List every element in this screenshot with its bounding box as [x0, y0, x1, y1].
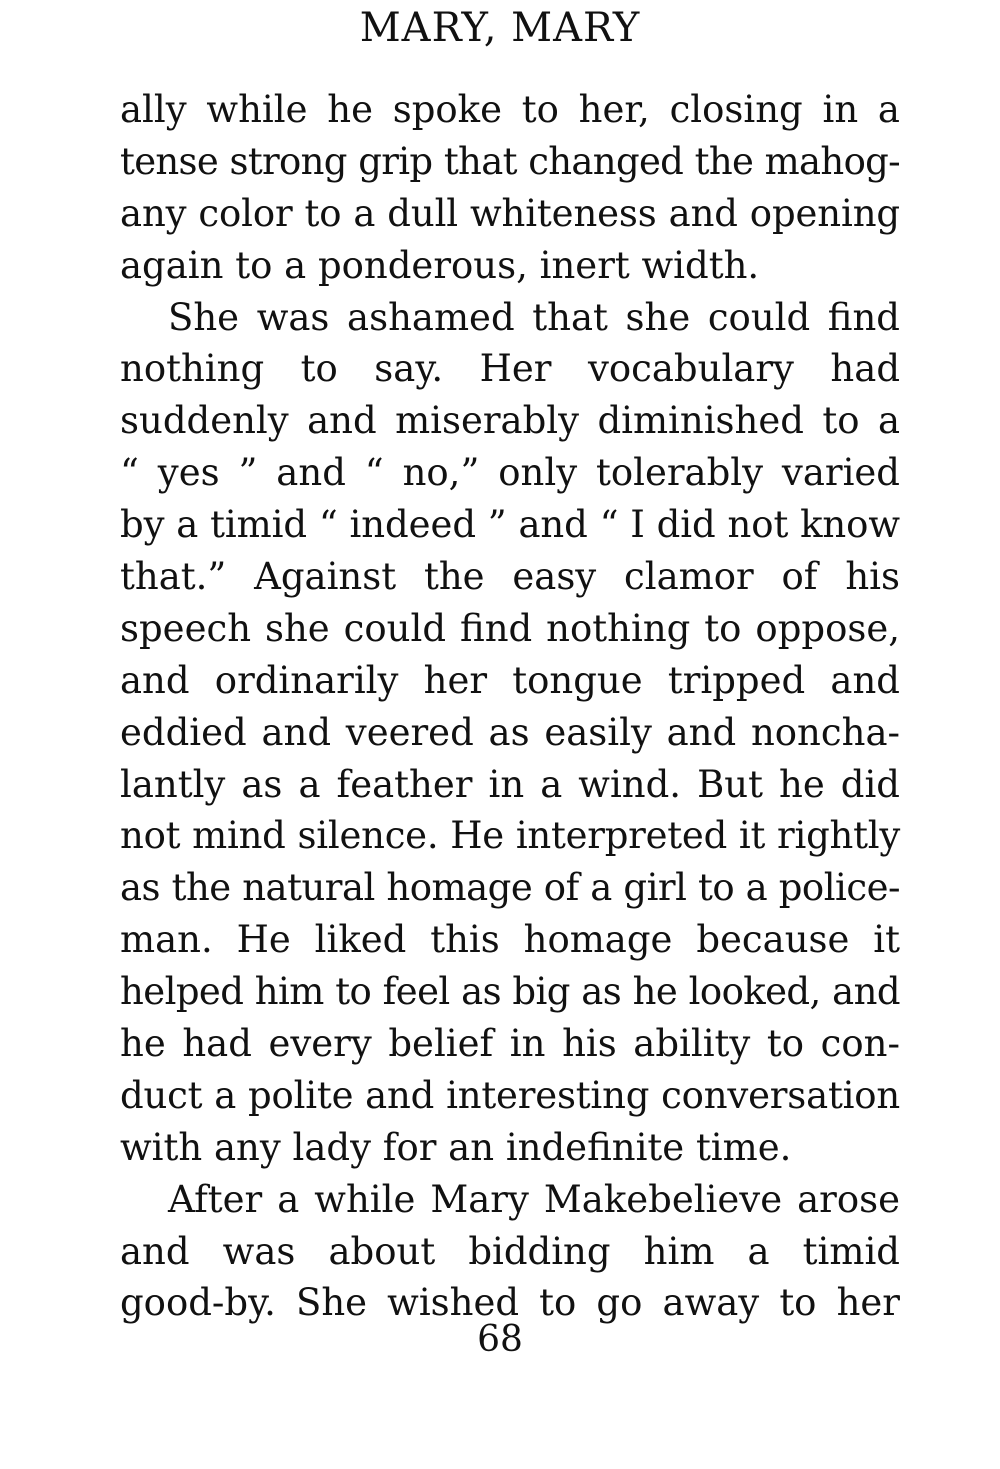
text-line: again to a ponderous, inert width.: [120, 243, 760, 287]
page-number: 68: [477, 1319, 523, 1360]
text-line: She was ashamed that she could find: [168, 295, 900, 339]
text-line: lantly as a feather in a wind. But he did: [120, 762, 900, 806]
body-text: [120, 84, 900, 1329]
text-line: man. He liked this homage because it: [120, 918, 900, 962]
text-line: After a while Mary Makebelieve arose: [168, 1177, 900, 1221]
text-line: that.” Against the easy clamor of his: [120, 555, 900, 599]
text-line: and was about bidding him a timid: [120, 1229, 900, 1273]
text-line: any color to a dull whiteness and opening: [120, 191, 900, 235]
text-line: with any lady for an indefinite time.: [120, 1125, 792, 1169]
text-line: he had every belief in his ability to con-: [120, 1022, 900, 1066]
running-head: MARY, MARY: [359, 5, 641, 51]
text-line: by a timid “ indeed ” and “ I did not know: [120, 503, 900, 547]
text-line: speech she could find nothing to oppose,: [120, 606, 900, 650]
text-line: good-by. She wished to go away to her: [120, 1281, 900, 1325]
text-line: “ yes ” and “ no,” only tolerably varied: [120, 451, 900, 495]
text-line: tense strong grip that changed the mahog-: [120, 139, 900, 183]
text-line: not mind silence. He interpreted it rightly: [120, 814, 900, 858]
text-line: nothing to say. Her vocabulary had: [120, 347, 900, 391]
text-line: helped him to feel as big as he looked, and: [120, 970, 900, 1014]
text-line: as the natural homage of a girl to a police-: [120, 866, 900, 910]
text-line: and ordinarily her tongue tripped and: [120, 658, 900, 702]
text-line: ally while he spoke to her, closing in a: [120, 88, 900, 131]
text-line: eddied and veered as easily and noncha-: [120, 710, 900, 754]
text-line: suddenly and miserably diminished to a: [120, 399, 900, 443]
text-line: duct a polite and interesting conversation: [120, 1073, 900, 1117]
